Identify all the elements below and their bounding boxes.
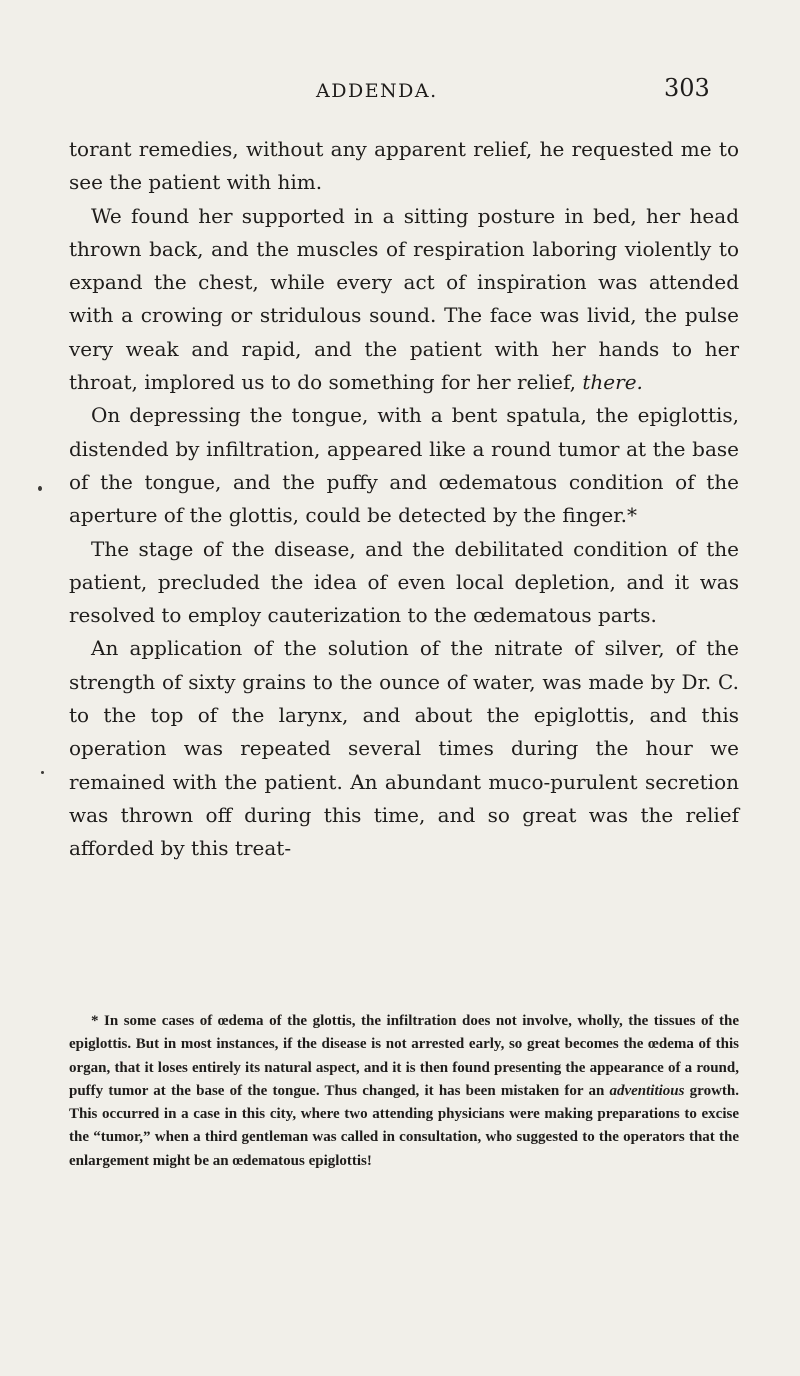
paragraph-1	[69, 133, 739, 200]
paragraph-4	[69, 533, 739, 633]
margin-speck	[38, 486, 42, 491]
footnote-emphasis: adventitious	[609, 1082, 685, 1099]
margin-speck	[41, 771, 44, 774]
paragraph-text: On depressing the tongue, with a bent spatula, the epiglottis, distended by infiltration, appeared like a round tumor at the base of the tongue, and the puffy and œdematous condition of the aperture of the glottis, could be detected by the finger.*	[69, 403, 739, 528]
paragraph-text: An application of the solution of the nitrate of silver, of the strength of sixty grains to the ounce of water, was made by Dr. C. to the top of the larynx, and about the epiglottis, and this operation was repeated several times during the hour we remained with the patient. An abundant muco-purulent secretion was thrown off during this time, and so great was the relief afforded by this treat-	[69, 636, 739, 861]
body-text	[69, 133, 739, 866]
footnote-text-end: growth. This occurred in a case in this city, where two attending physicians were making preparations to excise the “tumor,” when a third gentleman was called in consultation, who suggested to the operators that the enlargement might be an œdematous epiglottis!	[69, 1082, 739, 1169]
paragraph-3	[69, 399, 739, 532]
running-head: ADDENDA.	[316, 80, 438, 102]
page-number: 303	[664, 74, 710, 102]
paragraph-text: We found her supported in a sitting posture in bed, her head thrown back, and the muscles of respiration laboring violently to expand the chest, while every act of inspiration was attended with a crowing or stridulous sound. The face was livid, the pulse very weak and rapid, and the patient with her hands to her throat, implored us to do something for her relief,	[69, 203, 739, 395]
paragraph-text: torant remedies, without any apparent relief, he requested me to see the patient with him.	[69, 137, 739, 195]
emphasis-text: there.	[582, 370, 643, 395]
footnote	[69, 1010, 739, 1173]
paragraph-2	[69, 200, 739, 400]
footnote-text: * In some cases of œdema of the glottis, the infiltration does not involve, wholly, the tissues of the epiglottis. But in most instances, if the disease is not arrested early, so great becomes the œdema of this organ, that it loses entirely its natural aspect, and it is then found presenting the appearance of a round, puffy tumor at the base of the tongue. Thus changed, it has been mistaken for an	[69, 1013, 739, 1099]
page-header	[0, 74, 800, 110]
paragraph-5	[69, 632, 739, 865]
paragraph-text: The stage of the disease, and the debilitated condition of the patient, precluded the idea of even local depletion, and it was resolved to employ cauterization to the œdematous parts.	[69, 536, 739, 628]
